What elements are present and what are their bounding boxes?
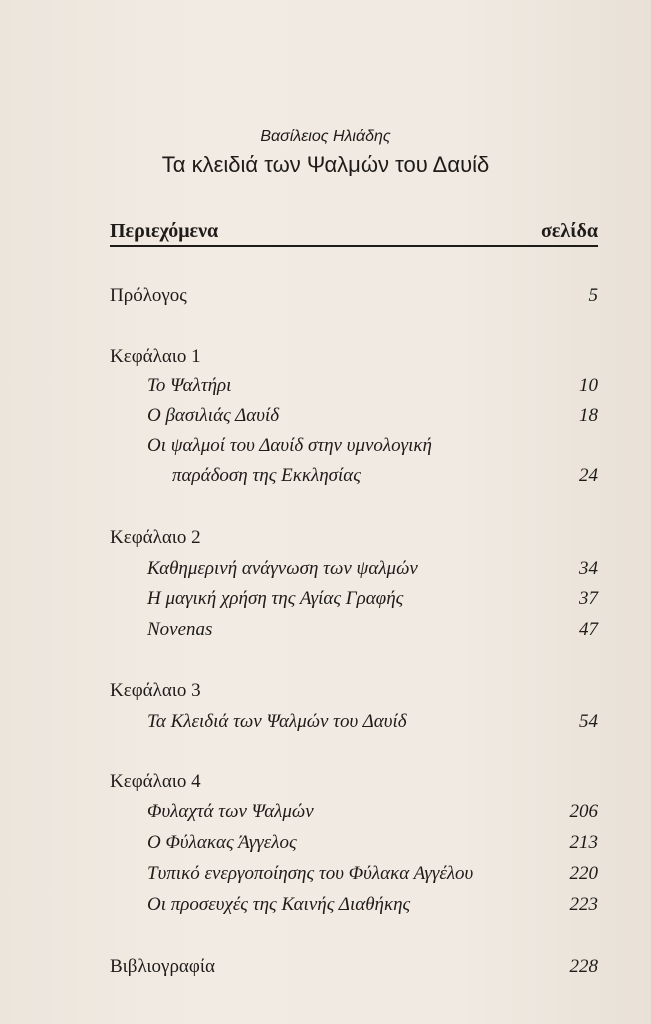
chapter-1-heading: Κεφάλαιο 1	[110, 346, 201, 367]
toc-entry-page: 223	[569, 894, 598, 915]
chapter-4-heading: Κεφάλαιο 4	[110, 771, 201, 792]
toc-entry-label: Οι ψαλμοί του Δαυίδ στην υμνολογική	[147, 435, 432, 456]
toc-entry-label: Πρόλογος	[110, 285, 187, 306]
toc-entry	[147, 800, 598, 824]
toc-entry-page: 47	[579, 619, 598, 640]
toc-entry-label: Τα Κλειδιά των Ψαλμών του Δαυίδ	[147, 711, 407, 732]
toc-entry-page: 206	[569, 801, 598, 822]
toc-entry-label: Τυπικό ενεργοποίησης του Φύλακα Αγγέλου	[147, 863, 474, 884]
toc-entry	[147, 618, 598, 642]
toc-entry-page: 54	[579, 711, 598, 732]
toc-page-heading: σελίδα	[541, 220, 598, 242]
toc-entry-label: Ο Φύλακας Άγγελος	[147, 832, 297, 853]
toc-entry-bibliography	[110, 955, 598, 979]
toc-entry-page: 37	[579, 588, 598, 609]
toc-entry	[147, 434, 598, 458]
toc-entry-page: 18	[579, 405, 598, 426]
chapter-2-heading: Κεφάλαιο 2	[110, 527, 201, 548]
toc-entry	[147, 587, 598, 611]
toc-entry	[147, 862, 598, 886]
toc-heading: Περιεχόμενα	[110, 220, 219, 242]
toc-entry	[147, 710, 598, 734]
chapter-3-heading: Κεφάλαιο 3	[110, 680, 201, 701]
toc-entry-page: 24	[579, 465, 598, 486]
author-name: Βασίλειος Ηλιάδης	[260, 128, 391, 145]
toc-entry-prologue	[110, 284, 598, 308]
toc-entry-label: Η μαγική χρήση της Αγίας Γραφής	[147, 588, 404, 609]
toc-entry-label: Οι προσευχές της Καινής Διαθήκης	[147, 894, 411, 915]
toc-entry	[147, 831, 598, 855]
toc-entry-label: Βιβλιογραφία	[110, 956, 215, 977]
toc-entry-label: Ο βασιλιάς Δαυίδ	[147, 405, 280, 426]
toc-entry-page: 10	[579, 375, 598, 396]
toc-entry-label: Φυλαχτά των Ψαλμών	[147, 801, 314, 822]
book-title: Τα κλειδιά των Ψαλμών του Δαυίδ	[161, 152, 490, 177]
toc-entry-page: 220	[569, 863, 598, 884]
toc-entry-page: 228	[569, 956, 598, 977]
toc-entry-page: 5	[588, 285, 598, 306]
toc-entry	[147, 374, 598, 398]
toc-entry	[172, 464, 598, 488]
toc-entry-page: 34	[579, 558, 598, 579]
toc-entry	[147, 404, 598, 428]
toc-header	[110, 220, 598, 247]
toc-entry-page: 213	[569, 832, 598, 853]
toc-entry	[147, 893, 598, 917]
toc-entry-label: Καθημερινή ανάγνωση των ψαλμών	[147, 558, 418, 579]
toc-entry-label: παράδοση της Εκκλησίας	[172, 465, 361, 486]
toc-entry-label: Novenas	[147, 619, 213, 640]
toc-entry	[147, 557, 598, 581]
toc-entry-label: Το Ψαλτήρι	[147, 375, 232, 396]
